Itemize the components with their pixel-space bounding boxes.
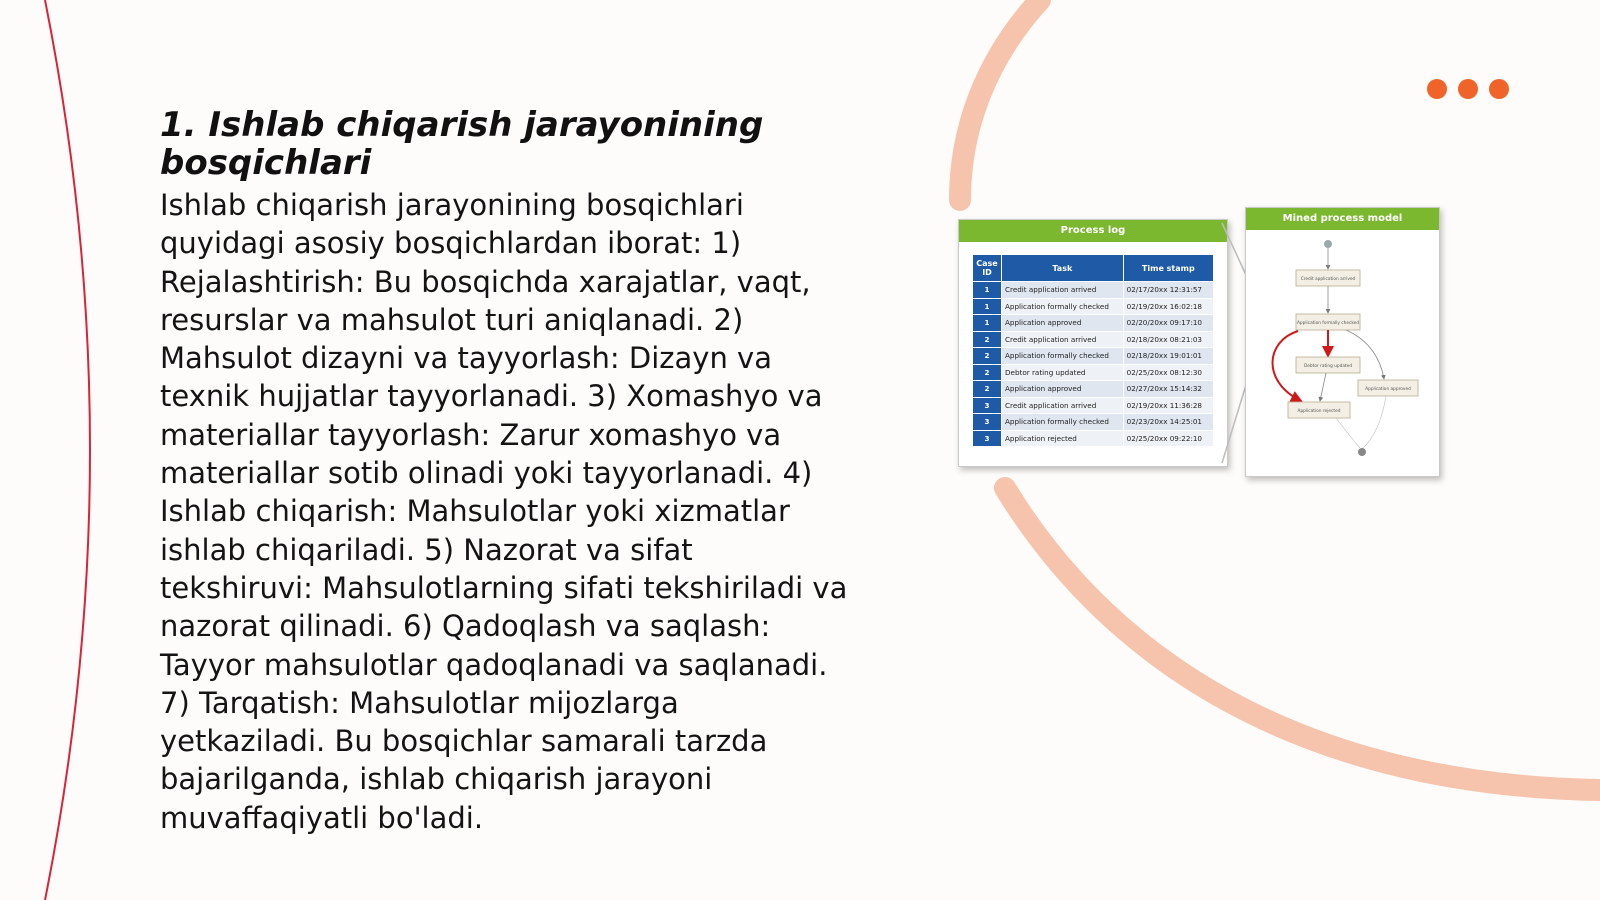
node-label: Credit application arrived <box>1300 277 1356 282</box>
case-id-cell: 1 <box>973 315 1002 332</box>
flow-edge <box>1320 373 1326 401</box>
slide-body-text: Ishlab chiqarish jarayonining bosqichlari quyidagi asosiy bosqichlardan iborat: 1) Rejalashtirish: Bu bosqichda xarajatlar, vaqt, resurslar va mahsulot turi aniqlanadi. 2) Mahsulot dizayni va tayyorlash: Dizayn va texnik hujjatlar tayyorlanadi. 3) Xomashyo va materiallar tayyorlash: Zarur xomashyo va materiallar sotib olinadi yoki tayyorlanadi. 4) Ishlab chiqarish: Mahsulotlar yoki xizmatlar ishlab chiqariladi. 5) Nazorat va sifat tekshiruvi: Mahsulotlarning sifati tekshiriladi va nazorat qilinadi. 6) Qadoqlash va saqlash: Tayyor mahsulotlar qadoqlanadi va saqlanadi. 7) Tarqatish: Mahsulotlar mijozlarga yetkaziladi. Bu bosqichlar samarali tarzda bajarilganda, ishlab chiqarish jarayoni muvaffaqiyatli bo'ladi. <box>160 188 848 835</box>
orange-dot <box>1489 79 1509 99</box>
timestamp-cell: 02/19/20xx 11:36:28 <box>1123 397 1213 414</box>
process-log-panel <box>958 219 1228 467</box>
left-accent-line <box>45 0 90 900</box>
flow-edge <box>1362 396 1386 449</box>
process-log-table <box>972 254 1214 447</box>
peach-arc-bottom <box>1005 488 1600 790</box>
flow-edge <box>1336 418 1360 448</box>
timestamp-cell: 02/18/20xx 08:21:03 <box>1123 331 1213 348</box>
timestamp-cell: 02/27/20xx 15:14:32 <box>1123 381 1213 398</box>
timestamp-cell: 02/25/20xx 08:12:30 <box>1123 364 1213 381</box>
task-cell: Application formally checked <box>1002 298 1124 315</box>
node-label: Application approved <box>1365 387 1411 392</box>
task-cell: Application approved <box>1002 315 1124 332</box>
start-node-icon <box>1324 240 1332 248</box>
table-row <box>973 315 1214 332</box>
orange-dot <box>1458 79 1478 99</box>
table-row <box>973 331 1214 348</box>
task-cell: Application approved <box>1002 381 1124 398</box>
process-model-panel <box>1245 207 1440 477</box>
timestamp-cell: 02/19/20xx 16:02:18 <box>1123 298 1213 315</box>
task-cell: Application rejected <box>1002 430 1124 447</box>
table-row <box>973 414 1214 431</box>
dots-icon <box>1427 79 1509 99</box>
case-id-cell: 1 <box>973 298 1002 315</box>
timestamp-cell: 02/25/20xx 09:22:10 <box>1123 430 1213 447</box>
task-cell: Debtor rating updated <box>1002 364 1124 381</box>
peach-arc-top <box>960 0 1040 200</box>
task-cell: Credit application arrived <box>1002 282 1124 299</box>
case-id-cell: 2 <box>973 364 1002 381</box>
orange-dot <box>1427 79 1447 99</box>
case-id-cell: 2 <box>973 381 1002 398</box>
slide-title: 1. Ishlab chiqarish jarayonining bosqichlari <box>160 105 764 183</box>
timestamp-cell: 02/20/20xx 09:17:10 <box>1123 315 1213 332</box>
process-model-title: Mined process model <box>1246 208 1439 230</box>
task-cell: Credit application arrived <box>1002 397 1124 414</box>
table-header-row <box>973 255 1214 282</box>
timestamp-cell: 02/23/20xx 14:25:01 <box>1123 414 1213 431</box>
process-log-title: Process log <box>959 220 1227 242</box>
process-model-diagram <box>1246 231 1439 476</box>
timestamp-cell: 02/18/20xx 19:01:01 <box>1123 348 1213 365</box>
connector-line <box>1222 223 1246 275</box>
case-id-cell: 3 <box>973 397 1002 414</box>
table-row <box>973 430 1214 447</box>
case-id-cell: 2 <box>973 348 1002 365</box>
table-row <box>973 397 1214 414</box>
column-header: Time stamp <box>1123 255 1213 282</box>
task-cell: Application formally checked <box>1002 348 1124 365</box>
table-row <box>973 282 1214 299</box>
node-label: Debtor rating updated <box>1303 364 1353 369</box>
case-id-cell: 1 <box>973 282 1002 299</box>
case-id-cell: 2 <box>973 331 1002 348</box>
table-row <box>973 348 1214 365</box>
task-cell: Application formally checked <box>1002 414 1124 431</box>
node-label: Application formally checked <box>1296 321 1360 326</box>
column-header: Task <box>1002 255 1124 282</box>
connector-line <box>1222 385 1246 463</box>
case-id-cell: 3 <box>973 430 1002 447</box>
task-cell: Credit application arrived <box>1002 331 1124 348</box>
column-header: Case ID <box>973 255 1002 282</box>
end-node-icon <box>1358 448 1366 456</box>
timestamp-cell: 02/17/20xx 12:31:57 <box>1123 282 1213 299</box>
table-row <box>973 364 1214 381</box>
table-row <box>973 298 1214 315</box>
table-row <box>973 381 1214 398</box>
case-id-cell: 3 <box>973 414 1002 431</box>
node-label: Application rejected <box>1297 409 1341 414</box>
